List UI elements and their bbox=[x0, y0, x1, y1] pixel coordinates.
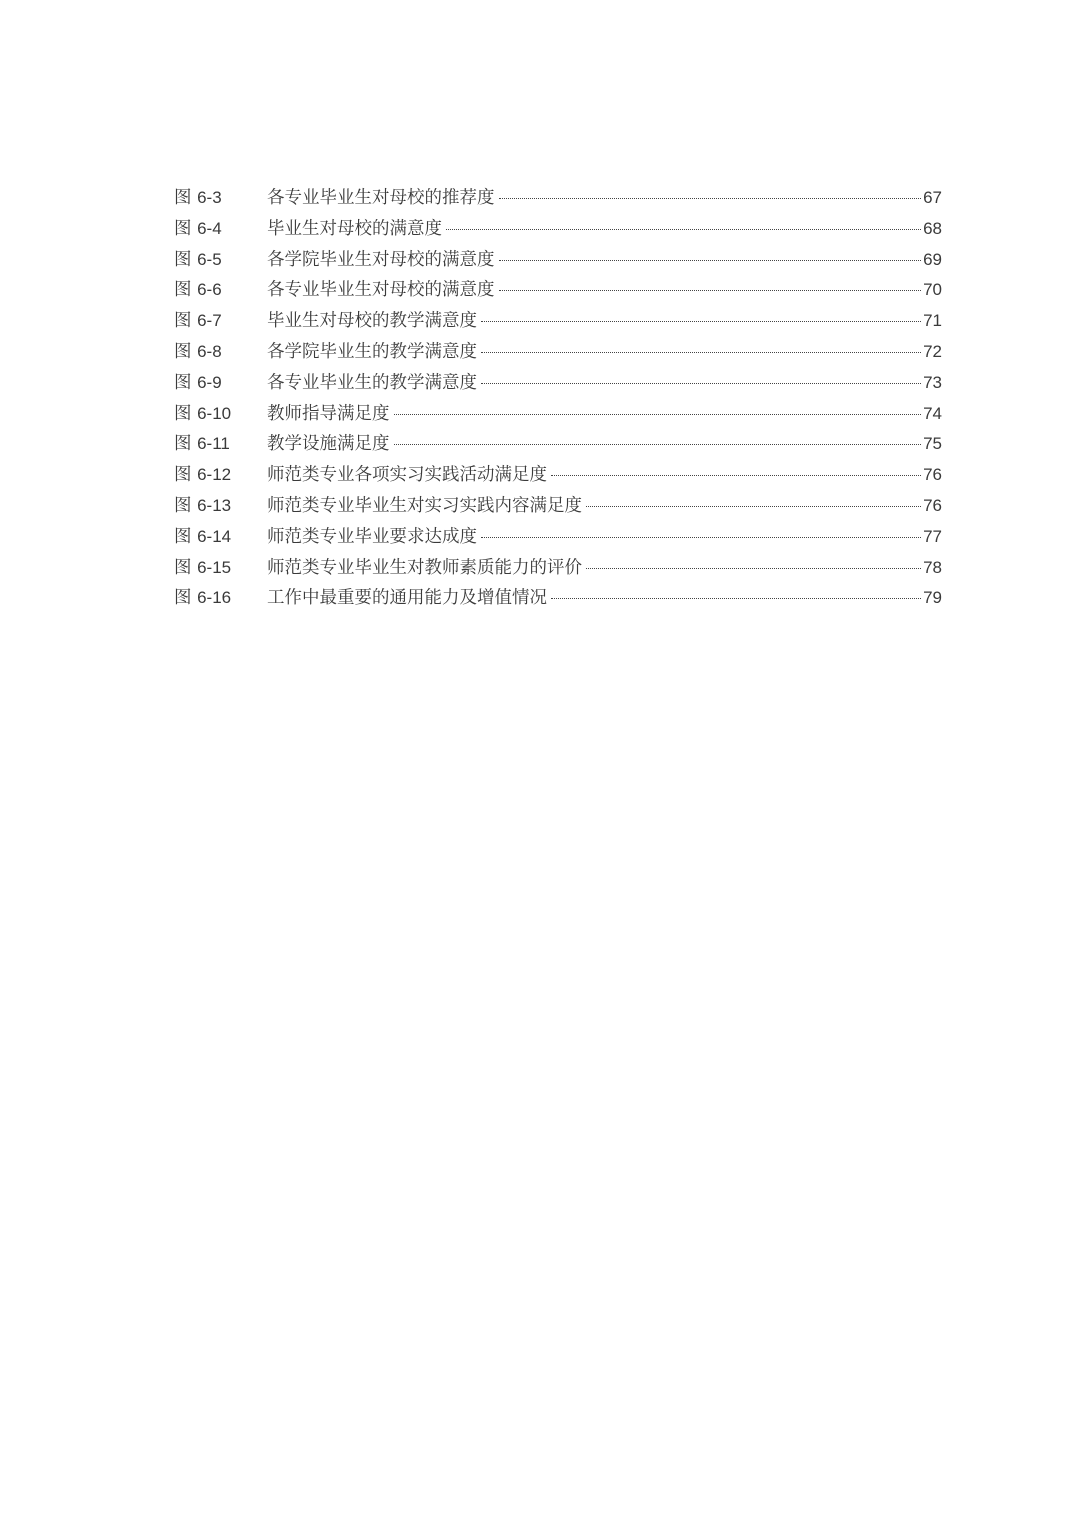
page-number: 76 bbox=[923, 495, 942, 515]
figure-prefix: 图 bbox=[174, 403, 192, 424]
toc-entry-6-7[interactable] bbox=[174, 306, 942, 337]
toc-entry-6-5[interactable] bbox=[174, 245, 942, 276]
figure-title: 各专业毕业生对母校的满意度 bbox=[267, 280, 495, 301]
figure-prefix: 图 bbox=[174, 311, 192, 332]
toc-entry-6-8[interactable] bbox=[174, 337, 942, 368]
page-number: 73 bbox=[923, 372, 942, 392]
figure-label bbox=[174, 460, 267, 491]
figure-number: 6-4 bbox=[197, 218, 222, 238]
dot-leader bbox=[481, 320, 921, 322]
figure-prefix: 图 bbox=[174, 495, 192, 516]
dot-leader bbox=[394, 443, 922, 445]
figure-prefix: 图 bbox=[174, 465, 192, 486]
page-number: 71 bbox=[923, 311, 942, 331]
figure-number: 6-12 bbox=[197, 465, 232, 485]
figure-label bbox=[174, 491, 267, 522]
dot-leader bbox=[551, 597, 921, 599]
toc-entry-6-13[interactable] bbox=[174, 491, 942, 522]
figure-title: 师范类专业毕业生对教师素质能力的评价 bbox=[267, 557, 582, 578]
toc-entry-6-10[interactable] bbox=[174, 399, 942, 430]
figure-label bbox=[174, 522, 267, 553]
figure-label bbox=[174, 553, 267, 584]
figure-prefix: 图 bbox=[174, 341, 192, 362]
toc-entry-6-16[interactable] bbox=[174, 583, 942, 614]
page-number: 69 bbox=[923, 249, 942, 269]
figure-number: 6-6 bbox=[197, 280, 222, 300]
figure-label bbox=[174, 275, 267, 306]
dot-leader bbox=[446, 228, 921, 230]
figure-number: 6-16 bbox=[197, 588, 232, 608]
dot-leader bbox=[481, 351, 921, 353]
page-number: 77 bbox=[923, 526, 942, 546]
figure-prefix: 图 bbox=[174, 372, 192, 393]
dot-leader bbox=[551, 474, 921, 476]
figure-title: 各学院毕业生的教学满意度 bbox=[267, 341, 477, 362]
page-number: 79 bbox=[923, 588, 942, 608]
figure-label bbox=[174, 245, 267, 276]
figure-prefix: 图 bbox=[174, 218, 192, 239]
figure-number: 6-13 bbox=[197, 495, 232, 515]
figure-prefix: 图 bbox=[174, 280, 192, 301]
figure-title: 师范类专业各项实习实践活动满足度 bbox=[267, 465, 547, 486]
figure-label bbox=[174, 183, 267, 214]
figure-title: 各学院毕业生对母校的满意度 bbox=[267, 249, 495, 270]
figure-label bbox=[174, 368, 267, 399]
figure-number: 6-11 bbox=[197, 434, 230, 454]
figure-title: 师范类专业毕业要求达成度 bbox=[267, 526, 477, 547]
page-number: 75 bbox=[923, 434, 942, 454]
toc-entry-6-12[interactable] bbox=[174, 460, 942, 491]
figure-label bbox=[174, 337, 267, 368]
toc-entry-6-14[interactable] bbox=[174, 522, 942, 553]
figure-number: 6-9 bbox=[197, 372, 222, 392]
figure-label bbox=[174, 429, 267, 460]
dot-leader bbox=[499, 197, 922, 199]
figure-title: 各专业毕业生的教学满意度 bbox=[267, 372, 477, 393]
figure-prefix: 图 bbox=[174, 434, 192, 455]
figure-title: 教学设施满足度 bbox=[267, 434, 390, 455]
dot-leader bbox=[586, 505, 921, 507]
figure-number: 6-3 bbox=[197, 188, 222, 207]
dot-leader bbox=[394, 413, 922, 415]
figure-prefix: 图 bbox=[174, 557, 192, 578]
figure-title: 各专业毕业生对母校的推荐度 bbox=[267, 188, 495, 208]
figure-label bbox=[174, 214, 267, 245]
figure-prefix: 图 bbox=[174, 249, 192, 270]
figure-number: 6-8 bbox=[197, 341, 222, 361]
page-number: 70 bbox=[923, 280, 942, 300]
page-number: 72 bbox=[923, 341, 942, 361]
toc-entry-6-6[interactable] bbox=[174, 275, 942, 306]
dot-leader bbox=[586, 567, 921, 569]
figure-label bbox=[174, 583, 267, 614]
dot-leader bbox=[499, 289, 922, 291]
figure-prefix: 图 bbox=[174, 188, 192, 208]
toc-entry-6-9[interactable] bbox=[174, 368, 942, 399]
figure-title: 工作中最重要的通用能力及增值情况 bbox=[267, 588, 547, 609]
figure-title: 教师指导满足度 bbox=[267, 403, 390, 424]
page-number: 67 bbox=[923, 188, 942, 207]
figure-number: 6-15 bbox=[197, 557, 232, 577]
list-of-figures bbox=[174, 183, 942, 614]
figure-number: 6-7 bbox=[197, 311, 222, 331]
figure-label bbox=[174, 399, 267, 430]
toc-entry-6-3[interactable] bbox=[174, 183, 942, 214]
page-number: 78 bbox=[923, 557, 942, 577]
page-number: 74 bbox=[923, 403, 942, 423]
figure-title: 师范类专业毕业生对实习实践内容满足度 bbox=[267, 495, 582, 516]
figure-number: 6-10 bbox=[197, 403, 232, 423]
dot-leader bbox=[481, 382, 921, 384]
toc-entry-6-4[interactable] bbox=[174, 214, 942, 245]
page-number: 76 bbox=[923, 465, 942, 485]
dot-leader bbox=[481, 536, 921, 538]
toc-entry-6-15[interactable] bbox=[174, 553, 942, 584]
page-number: 68 bbox=[923, 218, 942, 238]
figure-number: 6-5 bbox=[197, 249, 222, 269]
figure-title: 毕业生对母校的教学满意度 bbox=[267, 311, 477, 332]
figure-prefix: 图 bbox=[174, 526, 192, 547]
figure-label bbox=[174, 306, 267, 337]
dot-leader bbox=[499, 259, 922, 261]
figure-number: 6-14 bbox=[197, 526, 232, 546]
toc-entry-6-11[interactable] bbox=[174, 429, 942, 460]
figure-prefix: 图 bbox=[174, 588, 192, 609]
figure-title: 毕业生对母校的满意度 bbox=[267, 218, 442, 239]
